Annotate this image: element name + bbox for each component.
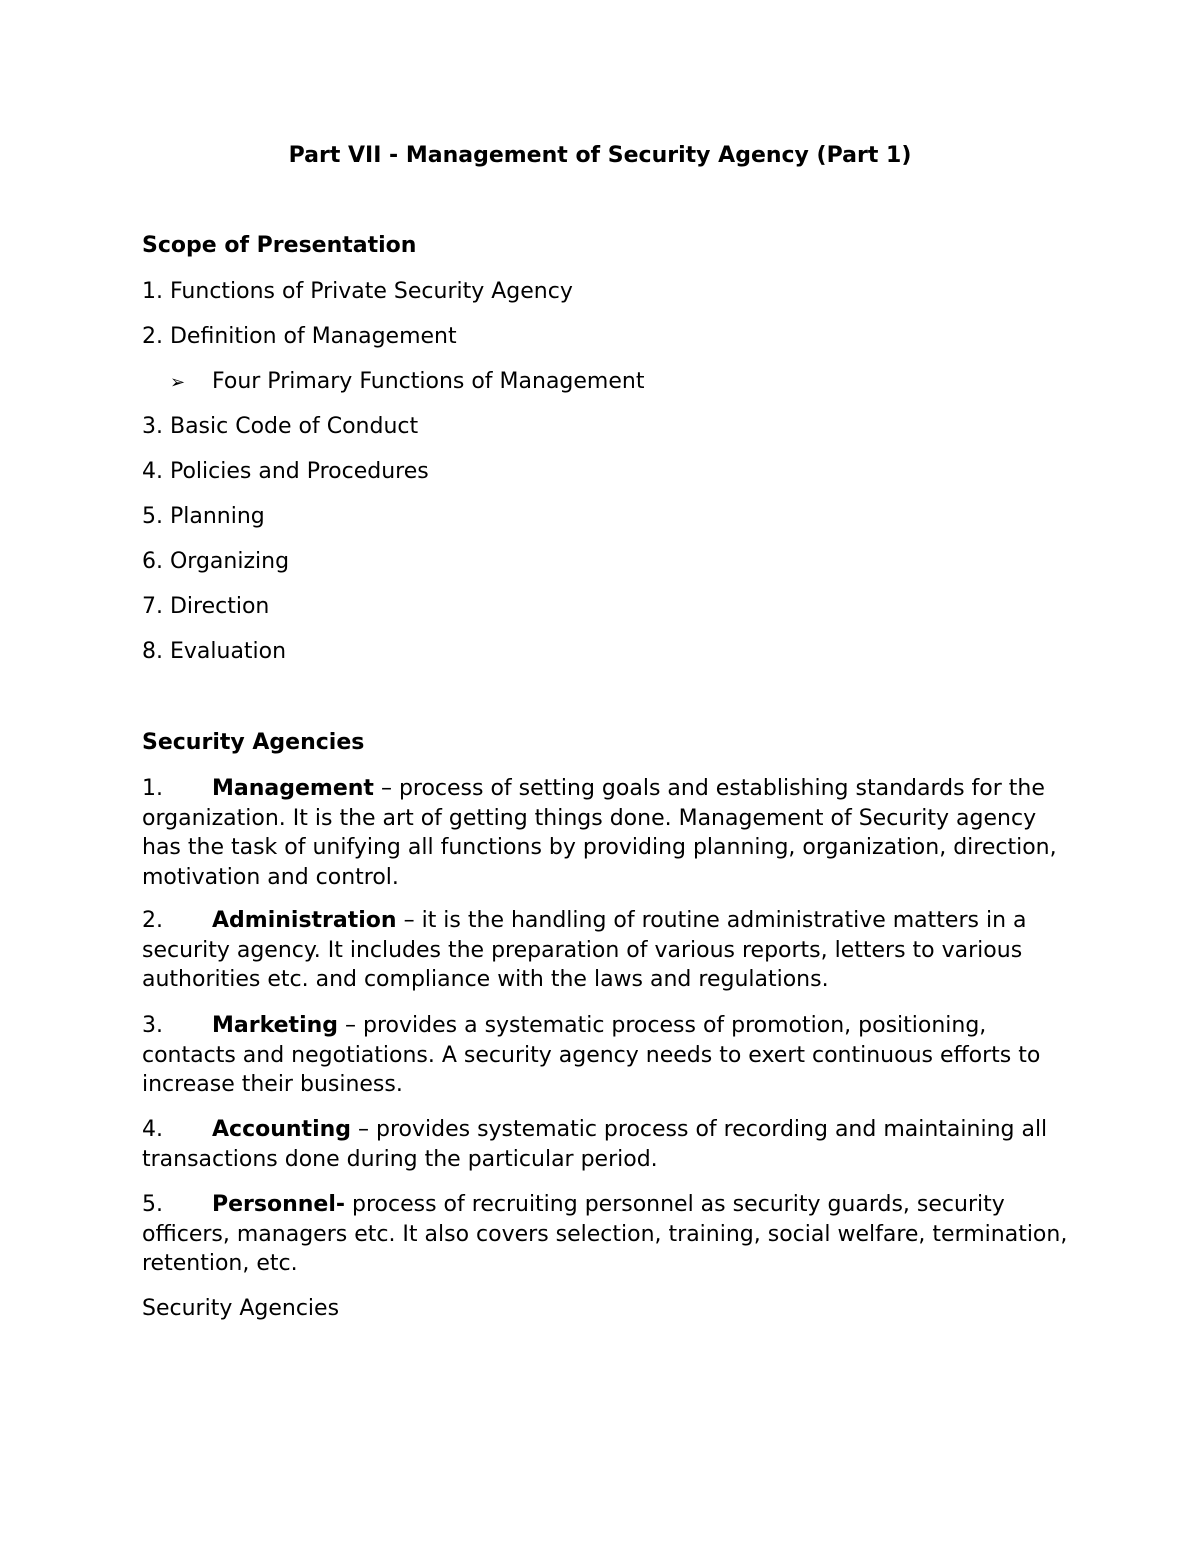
item-term: Marketing (212, 1013, 339, 1038)
document-title: Part VII - Management of Security Agency (Part 1) (288, 143, 912, 168)
item-term: Management (212, 776, 374, 801)
item-number: 3. (142, 1013, 163, 1038)
scope-item: 5. Planning (142, 504, 265, 529)
item-description: process of recruiting personnel as security guards, security officers, managers etc. It also covers selection, training, social welfare, termination, retention, etc. (142, 1192, 1068, 1276)
agency-function-paragraph (142, 906, 1072, 995)
scope-item: 3. Basic Code of Conduct (142, 414, 419, 439)
agency-function-paragraph (142, 1011, 1072, 1100)
item-number: 5. (142, 1192, 163, 1217)
item-description: – provides systematic process of recording and maintaining all transactions done during the particular period. (142, 1117, 1048, 1172)
item-description: – process of setting goals and establishing standards for the organization. It is the art of getting things done. Management of Security agency has the task of unifying all functions by providing planning, organization, direction, motivation and control. (142, 776, 1057, 890)
scope-heading: Scope of Presentation (142, 233, 417, 258)
scope-sub-bullet (170, 367, 644, 398)
agencies-heading: Security Agencies (142, 730, 365, 755)
scope-item: 6. Organizing (142, 549, 290, 574)
item-number: 1. (142, 776, 163, 801)
item-description: – provides a systematic process of promotion, positioning, contacts and negotiations. A security agency needs to exert continuous efforts to increase their business. (142, 1013, 1041, 1097)
scope-sub-bullet-text: Four Primary Functions of Management (212, 369, 645, 394)
scope-item: 1. Functions of Private Security Agency (142, 279, 573, 304)
item-number: 2. (142, 908, 163, 933)
item-term: Accounting (212, 1117, 352, 1142)
trailing-text: Security Agencies (142, 1296, 340, 1321)
item-term: Personnel- (212, 1192, 346, 1217)
scope-item: 4. Policies and Procedures (142, 459, 429, 484)
scope-item: 7. Direction (142, 594, 270, 619)
agency-function-paragraph (142, 774, 1072, 892)
item-description: – it is the handling of routine administrative matters in a security agency. It includes the preparation of various reports, letters to various authorities etc. and compliance with the laws and regulations. (142, 908, 1027, 992)
agency-function-paragraph (142, 1190, 1072, 1279)
item-term: Administration (212, 908, 397, 933)
item-number: 4. (142, 1117, 163, 1142)
scope-item: 8. Evaluation (142, 639, 287, 664)
arrow-bullet-icon: ➢ (170, 372, 186, 393)
scope-item: 2. Definition of Management (142, 324, 457, 349)
agency-function-paragraph (142, 1115, 1072, 1174)
